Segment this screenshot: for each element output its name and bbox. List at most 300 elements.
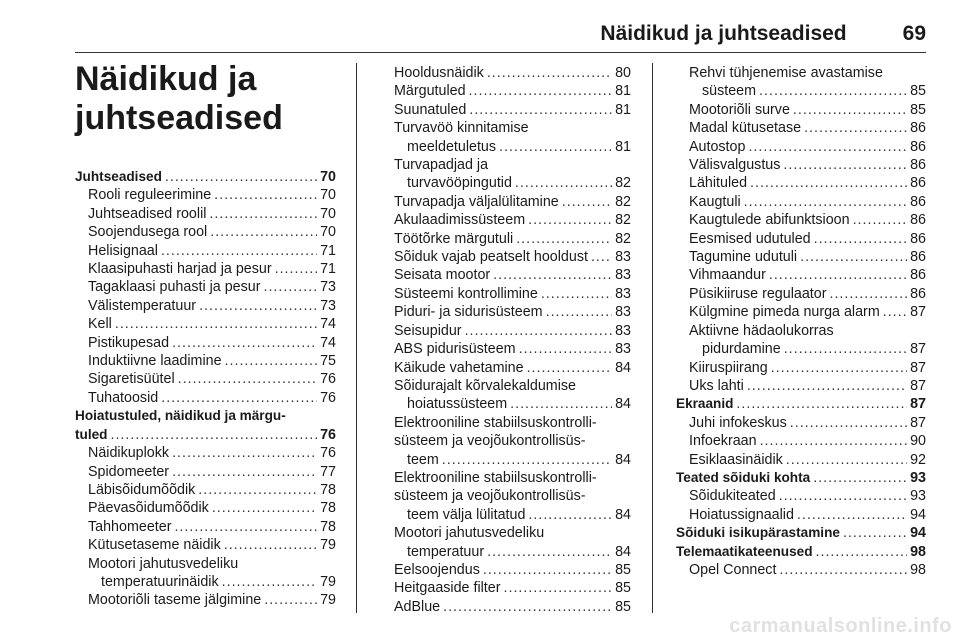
toc-entry[interactable]: [75, 223, 336, 241]
toc-entry[interactable]: [75, 591, 336, 609]
toc-entry[interactable]: [381, 469, 631, 524]
dot-leader: [591, 248, 612, 266]
toc-page-number: 76: [320, 426, 336, 443]
toc-entry-line: [75, 536, 336, 554]
toc-entry-line: [381, 322, 631, 340]
dot-leader: [275, 260, 318, 278]
chapter-title-line: juhtseadised: [75, 99, 283, 137]
toc-page-number: 94: [910, 525, 926, 542]
toc-page-number: 76: [320, 445, 336, 462]
toc-entry-title: Spidomeeter: [88, 463, 170, 480]
dot-leader: [562, 193, 612, 211]
dot-leader: [800, 248, 907, 266]
dot-leader: [816, 543, 908, 561]
toc-page-number: 86: [910, 193, 926, 210]
dot-leader: [469, 82, 613, 100]
toc-entry-line: [381, 303, 631, 321]
toc-entry-title: teem: [407, 451, 439, 468]
dot-leader: [263, 278, 317, 296]
toc-entry[interactable]: [75, 444, 336, 462]
toc-entry[interactable]: [381, 579, 631, 597]
toc-entry-text-line: süsteem ja veojõukontrollisüs-: [394, 433, 586, 450]
toc-page-number: 82: [615, 175, 631, 192]
toc-entry-title: AdBlue: [394, 598, 441, 615]
toc-entry-line: [381, 451, 631, 469]
toc-entry-title: temperatuurinäidik: [101, 573, 219, 590]
dot-leader: [110, 426, 317, 444]
toc-page-number: 86: [910, 138, 926, 155]
toc-entry-title: temperatuur: [407, 543, 485, 560]
toc-entry-text-line: Hoiatustuled, näidikud ja märgu-: [75, 408, 286, 424]
toc-section[interactable]: [676, 395, 926, 413]
toc-column-1: [75, 168, 336, 610]
toc-page-number: 82: [615, 230, 631, 247]
toc-page-number: 79: [320, 573, 336, 590]
toc-entry-line: [676, 359, 926, 377]
toc-entry-line: [381, 64, 631, 82]
toc-entry[interactable]: [75, 278, 336, 296]
dot-leader: [527, 359, 613, 377]
toc-entry[interactable]: [381, 248, 631, 266]
toc-entry-title: Pistikupesad: [88, 334, 170, 351]
toc-entry-title: Töötõrke märgutuli: [394, 230, 514, 247]
toc-entry[interactable]: [676, 211, 926, 229]
toc-section[interactable]: [676, 543, 926, 561]
dot-leader: [504, 579, 613, 597]
toc-entry[interactable]: [75, 555, 336, 592]
toc-page-number: 81: [615, 83, 631, 100]
toc-entry[interactable]: [381, 266, 631, 284]
toc-page-number: 85: [615, 561, 631, 578]
toc-entry-line: [75, 223, 336, 241]
dot-leader: [210, 223, 317, 241]
dot-leader: [161, 242, 317, 260]
page-header: [600, 22, 926, 46]
toc-page-number: 98: [910, 561, 926, 578]
toc-entry-title: pidurdamine: [702, 341, 781, 358]
toc-section[interactable]: [676, 524, 926, 542]
toc-entry[interactable]: [381, 340, 631, 358]
toc-page-number: 85: [615, 598, 631, 615]
toc-entry-line: [75, 315, 336, 333]
dot-leader: [784, 340, 907, 358]
toc-entry[interactable]: [381, 598, 631, 616]
toc-entry-title: Eelsoojendus: [394, 561, 480, 578]
toc-page-number: 71: [320, 242, 336, 259]
toc-entry-title: meeldetuletus: [407, 138, 497, 155]
toc-entry-title: Juhtseadised: [75, 169, 162, 184]
toc-page-number: 85: [615, 580, 631, 597]
toc-page-number: 84: [615, 451, 631, 468]
toc-entry-line: [75, 591, 336, 609]
toc-entry-line: [676, 138, 926, 156]
toc-entry[interactable]: [75, 518, 336, 536]
toc-entry[interactable]: [381, 285, 631, 303]
toc-entry[interactable]: [676, 432, 926, 450]
toc-entry-line: [381, 543, 631, 561]
toc-entry[interactable]: [676, 138, 926, 156]
toc-entry-title: Käikude vahetamine: [394, 359, 524, 376]
toc-entry[interactable]: [676, 414, 926, 432]
toc-entry[interactable]: [676, 377, 926, 395]
toc-page-number: 70: [320, 169, 336, 185]
toc-entry-line: [75, 297, 336, 315]
toc-entry-line: [676, 303, 926, 321]
toc-entry-title: Tagaklaasi puhasti ja pesur: [88, 279, 261, 296]
toc-entry-line: [676, 451, 926, 469]
toc-entry-line: [381, 101, 631, 119]
toc-entry[interactable]: [676, 119, 926, 137]
dot-leader: [790, 414, 907, 432]
toc-page-number: 86: [910, 230, 926, 247]
toc-entry-title: Välistemperatuur: [88, 297, 197, 314]
page-number: 69: [902, 22, 926, 45]
toc-page-number: 86: [910, 212, 926, 229]
toc-entry-line: [75, 370, 336, 388]
toc-entry-text-line: Mootori jahutusvedeliku: [88, 555, 239, 572]
toc-entry[interactable]: [75, 297, 336, 315]
toc-entry[interactable]: [676, 248, 926, 266]
toc-page-number: 83: [615, 322, 631, 339]
toc-entry-title: teem välja lülitatud: [407, 506, 526, 523]
toc-entry-title: Süsteemi kontrollimine: [394, 285, 538, 302]
dot-leader: [199, 297, 317, 315]
toc-entry-title: Läbisõidumõõdik: [88, 481, 196, 498]
dot-leader: [225, 352, 318, 370]
toc-entry-title: ABS pidurisüsteem: [394, 341, 516, 358]
toc-page-number: 70: [320, 224, 336, 241]
toc-page-number: 74: [320, 316, 336, 333]
toc-entry[interactable]: [75, 481, 336, 499]
toc-entry-title: Uks lahti: [689, 377, 744, 394]
toc-entry[interactable]: [676, 156, 926, 174]
toc-entry[interactable]: [75, 315, 336, 333]
toc-page-number: 82: [615, 193, 631, 210]
toc-entry[interactable]: [676, 174, 926, 192]
toc-entry[interactable]: [676, 266, 926, 284]
toc-entry-line: [75, 278, 336, 296]
dot-leader: [783, 156, 907, 174]
toc-entry-title: Soojendusega rool: [88, 224, 208, 241]
dot-leader: [804, 119, 907, 137]
toc-column-3: [676, 64, 926, 579]
toc-entry-title: Välisvalgustus: [689, 157, 781, 174]
toc-page-number: 87: [910, 396, 926, 413]
toc-entry-line: [676, 82, 926, 100]
toc-entry[interactable]: [676, 230, 926, 248]
toc-entry-line: [381, 579, 631, 597]
toc-page-number: 83: [615, 285, 631, 302]
toc-entry-title: hoiatussüsteem: [407, 396, 508, 413]
toc-entry-line: [381, 598, 631, 616]
toc-entry-line: [381, 266, 631, 284]
toc-entry[interactable]: [381, 359, 631, 377]
dot-leader: [493, 266, 612, 284]
toc-entry-title: Tuhatoosid: [88, 389, 159, 406]
dot-leader: [161, 389, 317, 407]
toc-entry[interactable]: [381, 230, 631, 248]
toc-entry-title: Hooldusnäidik: [394, 65, 484, 81]
toc-page-number: 84: [615, 506, 631, 523]
toc-entry[interactable]: [676, 303, 926, 321]
toc-entry[interactable]: [75, 334, 336, 352]
dot-leader: [759, 82, 907, 100]
dot-leader: [499, 138, 612, 156]
toc-page-number: 70: [320, 187, 336, 204]
toc-entry[interactable]: [676, 359, 926, 377]
toc-page-number: 93: [910, 488, 926, 505]
toc-page-number: 87: [910, 304, 926, 321]
toc-entry-line: [75, 481, 336, 499]
dot-leader: [165, 168, 317, 186]
toc-entry[interactable]: [381, 193, 631, 211]
toc-entry-line: [75, 573, 336, 591]
toc-entry-line: [381, 211, 631, 229]
toc-entry-line: [381, 230, 631, 248]
toc-entry-title: Püsikiiruse regulaator: [689, 285, 827, 302]
toc-entry-title: Induktiivne laadimine: [88, 353, 222, 370]
toc-entry-line: [676, 248, 926, 266]
toc-entry-line: [676, 377, 926, 395]
toc-entry-line: [676, 230, 926, 248]
toc-entry[interactable]: [75, 370, 336, 388]
toc-entry-title: Tahhomeeter: [88, 518, 172, 535]
toc-page-number: 77: [320, 463, 336, 480]
toc-entry-line: [676, 156, 926, 174]
dot-leader: [829, 285, 907, 303]
running-head-title: Näidikud ja juhtseadised: [600, 22, 847, 45]
dot-leader: [222, 573, 317, 591]
toc-entry-line: [381, 359, 631, 377]
toc-page-number: 87: [910, 341, 926, 358]
toc-entry-title: Eesmised udutuled: [689, 230, 811, 247]
toc-entry-line: [676, 266, 926, 284]
toc-page-number: 85: [910, 101, 926, 118]
toc-entry-line: [676, 395, 926, 413]
dot-leader: [769, 266, 907, 284]
toc-page-number: 81: [615, 138, 631, 155]
toc-entry-line: [75, 426, 336, 444]
dot-leader: [541, 285, 612, 303]
dot-leader: [198, 481, 317, 499]
toc-entry[interactable]: [381, 322, 631, 340]
toc-entry[interactable]: [75, 352, 336, 370]
dot-leader: [214, 186, 317, 204]
toc-entry-line: [75, 205, 336, 223]
column-divider: [652, 63, 653, 613]
toc-entry[interactable]: [676, 451, 926, 469]
toc-entry-line: [676, 211, 926, 229]
toc-entry[interactable]: [75, 242, 336, 260]
toc-entry-title: Seisata mootor: [394, 267, 491, 284]
toc-entry[interactable]: [676, 506, 926, 524]
dot-leader: [814, 230, 907, 248]
toc-entry-title: Mootoriõli taseme jälgimine: [88, 592, 262, 609]
toc-entry[interactable]: [381, 119, 631, 156]
toc-section[interactable]: [75, 407, 336, 444]
toc-entry-line: [381, 285, 631, 303]
toc-entry-line: [676, 174, 926, 192]
toc-entry[interactable]: [381, 211, 631, 229]
toc-entry-text-line: Sõidurajalt kõrvalekaldumise: [394, 377, 576, 394]
toc-entry-title: Heitgaaside filter: [394, 580, 501, 597]
toc-entry[interactable]: [381, 156, 631, 193]
toc-page-number: 79: [320, 592, 336, 609]
toc-entry-title: Helisignaal: [88, 242, 158, 259]
dot-leader: [760, 432, 908, 450]
toc-page-number: 93: [910, 469, 926, 486]
toc-entry-title: Sigaretisüütel: [88, 371, 175, 388]
toc-page-number: 78: [320, 518, 336, 535]
toc-entry-title: Autostop: [689, 138, 746, 155]
dot-leader: [465, 322, 613, 340]
toc-entry-title: Madal kütusetase: [689, 120, 802, 137]
toc-entry-line: [676, 101, 926, 119]
toc-entry[interactable]: [75, 205, 336, 223]
dot-leader: [178, 370, 317, 388]
toc-entry-line: [75, 334, 336, 352]
toc-entry[interactable]: [676, 487, 926, 505]
toc-entry-title: Märgutuled: [394, 83, 466, 100]
toc-entry[interactable]: [676, 101, 926, 119]
toc-entry-title: Päevasõidumõõdik: [88, 500, 209, 517]
toc-entry-line: [676, 506, 926, 524]
toc-entry-title: Tagumine udutuli: [689, 249, 798, 266]
toc-entry[interactable]: [381, 82, 631, 100]
column-divider: [356, 63, 357, 613]
toc-entry-text-line: Turvavöö kinnitamise: [394, 120, 529, 137]
dot-leader: [779, 561, 907, 579]
toc-entry[interactable]: [75, 186, 336, 204]
toc-entry-line: [381, 82, 631, 100]
toc-entry[interactable]: [676, 193, 926, 211]
toc-entry-title: Sõidukiteated: [689, 488, 776, 505]
toc-page-number: 98: [910, 543, 926, 560]
toc-entry[interactable]: [75, 389, 336, 407]
toc-entry[interactable]: [381, 524, 631, 561]
toc-page-number: 78: [320, 481, 336, 498]
watermark: carmanualsonline.info: [729, 615, 952, 637]
toc-entry-line: [75, 186, 336, 204]
toc-entry[interactable]: [381, 414, 631, 469]
toc-entry-title: Turvapadja väljalülitamine: [394, 193, 559, 210]
toc-entry[interactable]: [676, 64, 926, 101]
toc-entry[interactable]: [75, 536, 336, 554]
toc-entry-title: Infoekraan: [689, 433, 757, 450]
dot-leader: [750, 174, 907, 192]
toc-entry-line: [676, 414, 926, 432]
toc-entry-title: Esiklaasinäidik: [689, 451, 783, 468]
toc-entry[interactable]: [676, 561, 926, 579]
toc-entry-line: [381, 506, 631, 524]
toc-entry-title: Piduri- ja sidurisüsteem: [394, 304, 543, 321]
toc-entry-title: Mootoriõli surve: [689, 101, 790, 118]
dot-leader: [528, 211, 612, 229]
toc-page-number: 83: [615, 267, 631, 284]
toc-entry-line: [381, 248, 631, 266]
toc-entry-title: Sõiduki isikupärastamine: [676, 525, 840, 541]
toc-entry-line: [381, 138, 631, 156]
toc-entry-line: [381, 395, 631, 413]
toc-entry-title: Juhtseadised roolil: [88, 205, 207, 222]
dot-leader: [736, 395, 907, 413]
toc-entry-line: [676, 119, 926, 137]
toc-entry-text-line: Turvapadjad ja: [394, 157, 489, 174]
toc-page-number: 73: [320, 279, 336, 296]
toc-entry-title: Kütusetaseme näidik: [88, 537, 221, 554]
toc-page-number: 80: [615, 65, 631, 81]
toc-entry-title: Teated sõiduki kohta: [676, 469, 811, 485]
dot-leader: [528, 506, 612, 524]
toc-entry-line: [381, 561, 631, 579]
toc-entry-title: Ekraanid: [676, 396, 734, 412]
toc-entry[interactable]: [381, 377, 631, 414]
chapter-title-line: Näidikud ja: [75, 60, 257, 98]
toc-entry-text-line: Aktiivne hädaolukorras: [689, 322, 834, 339]
toc-page-number: 76: [320, 371, 336, 388]
toc-page-number: 71: [320, 261, 336, 278]
toc-entry-text-line: Elektrooniline stabiilsuskontrolli-: [394, 469, 597, 486]
dot-leader: [516, 230, 612, 248]
toc-entry-title: Külgmine pimeda nurga alarm: [689, 304, 880, 321]
toc-column-2: [381, 64, 631, 616]
toc-entry-title: Vihmaandur: [689, 267, 766, 284]
toc-entry[interactable]: [75, 260, 336, 278]
toc-entry[interactable]: [381, 303, 631, 321]
toc-entry-line: [381, 193, 631, 211]
toc-entry[interactable]: [381, 561, 631, 579]
toc-entry-line: [75, 352, 336, 370]
dot-leader: [172, 463, 317, 481]
toc-entry[interactable]: [381, 101, 631, 119]
toc-entry-title: Opel Connect: [689, 561, 777, 578]
toc-page-number: 86: [910, 120, 926, 137]
toc-entry-line: [75, 260, 336, 278]
toc-page-number: 82: [615, 212, 631, 229]
dot-leader: [487, 64, 612, 82]
toc-entry-line: [75, 463, 336, 481]
toc-section[interactable]: [676, 469, 926, 487]
toc-section[interactable]: [75, 168, 336, 186]
dot-leader: [747, 377, 907, 395]
header-rule: [75, 52, 926, 53]
toc-entry[interactable]: [676, 322, 926, 359]
dot-leader: [813, 469, 907, 487]
dot-leader: [212, 499, 317, 517]
toc-entry-text-line: süsteem ja veojõukontrollisüs-: [394, 488, 586, 505]
toc-entry-line: [75, 168, 336, 186]
toc-entry-title: Seisupidur: [394, 322, 462, 339]
dot-leader: [843, 524, 907, 542]
toc-entry-title: Kaugtuli: [689, 193, 741, 210]
toc-entry[interactable]: [75, 499, 336, 517]
toc-entry-title: Juhi infokeskus: [689, 414, 787, 431]
toc-entry[interactable]: [75, 463, 336, 481]
toc-page-number: 86: [910, 267, 926, 284]
toc-entry-title: Kell: [88, 316, 112, 333]
toc-page-number: 84: [615, 396, 631, 413]
toc-entry-line: [676, 561, 926, 579]
toc-entry-title: Rooli reguleerimine: [88, 187, 212, 204]
toc-page-number: 94: [910, 506, 926, 523]
dot-leader: [515, 174, 612, 192]
toc-entry-title: Näidikuplokk: [88, 445, 170, 462]
toc-entry[interactable]: [676, 285, 926, 303]
dot-leader: [224, 536, 317, 554]
dot-leader: [546, 303, 613, 321]
toc-page-number: 84: [615, 359, 631, 376]
toc-entry[interactable]: [381, 64, 631, 82]
